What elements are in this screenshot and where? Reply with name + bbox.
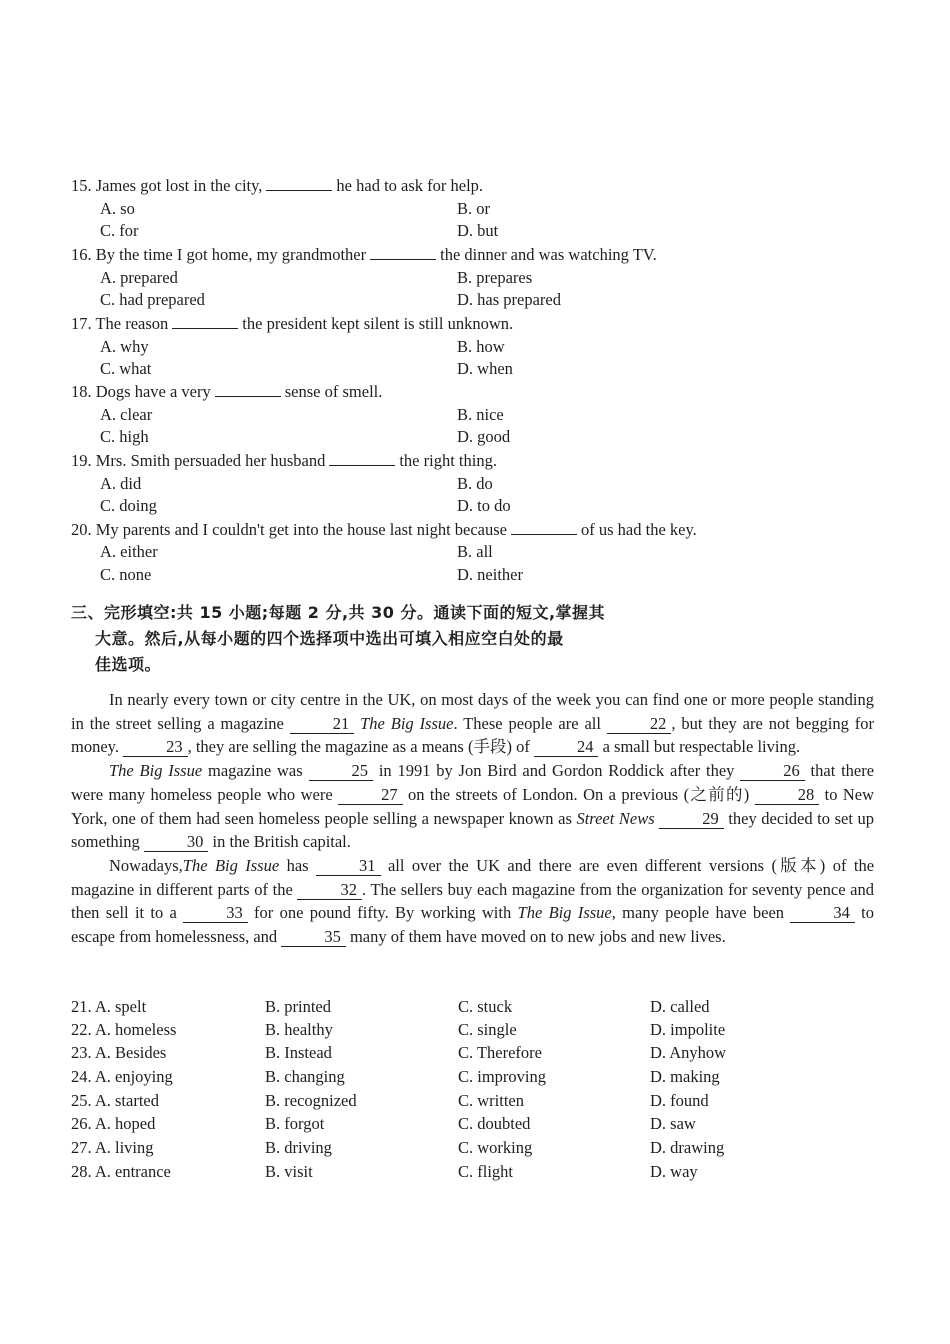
question-15-stem: 15. James got lost in the city, he had to ask for help. <box>71 176 484 195</box>
option-c: C. had prepared <box>100 290 205 309</box>
cloze-option-c: C. Therefore <box>458 1043 542 1062</box>
cloze-option-a: 21. A. spelt <box>71 997 147 1016</box>
answer-blank <box>266 176 332 191</box>
blank-26: 26 <box>740 762 805 781</box>
cloze-option-b: B. forgot <box>265 1114 325 1133</box>
question-17-stem: 17. The reason the president kept silent is still unknown. <box>71 314 514 333</box>
option-d: D. when <box>457 359 513 378</box>
cloze-option-d: D. way <box>650 1162 698 1181</box>
cloze-option-c: C. flight <box>458 1162 514 1181</box>
option-a: A. clear <box>100 405 153 424</box>
blank-35: 35 <box>281 928 346 947</box>
option-a: A. so <box>100 199 135 218</box>
blank-22: 22 <box>607 715 672 734</box>
blank-24: 24 <box>534 738 599 757</box>
option-b: B. do <box>457 474 493 493</box>
cloze-option-c: C. working <box>458 1138 533 1157</box>
option-b: B. how <box>457 337 505 356</box>
blank-30: 30 <box>144 833 209 852</box>
cloze-option-a: 26. A. hoped <box>71 1114 156 1133</box>
cloze-option-a: 27. A. living <box>71 1138 154 1157</box>
cloze-option-c: C. doubted <box>458 1114 531 1133</box>
option-b: B. or <box>457 199 490 218</box>
option-a: A. either <box>100 542 158 561</box>
blank-33: 33 <box>183 904 248 923</box>
cloze-option-d: D. found <box>650 1091 709 1110</box>
answer-blank <box>172 314 238 329</box>
option-d: D. good <box>457 427 511 446</box>
option-d: D. to do <box>457 496 511 515</box>
cloze-option-d: D. saw <box>650 1114 696 1133</box>
question-18-stem: 18. Dogs have a very sense of smell. <box>71 382 383 401</box>
cloze-option-b: B. Instead <box>265 1043 332 1062</box>
cloze-option-d: D. impolite <box>650 1020 726 1039</box>
cloze-option-a: 22. A. homeless <box>71 1020 177 1039</box>
cloze-option-c: C. stuck <box>458 997 513 1016</box>
option-b: B. prepares <box>457 268 533 287</box>
cloze-option-a: 24. A. enjoying <box>71 1067 173 1086</box>
option-b: B. nice <box>457 405 504 424</box>
cloze-option-c: C. written <box>458 1091 524 1110</box>
cloze-option-d: D. drawing <box>650 1138 725 1157</box>
question-20-stem: 20. My parents and I couldn't get into the house last night because of us had the key. <box>71 520 697 539</box>
blank-31: 31 <box>316 857 381 876</box>
option-a: A. prepared <box>100 268 178 287</box>
option-a: A. did <box>100 474 142 493</box>
question-16-stem: 16. By the time I got home, my grandmother the dinner and was watching TV. <box>71 245 657 264</box>
blank-21: 21 <box>290 715 355 734</box>
option-c: C. doing <box>100 496 157 515</box>
answer-blank <box>215 382 281 397</box>
cloze-option-c: C. single <box>458 1020 517 1039</box>
cloze-option-b: B. driving <box>265 1138 332 1157</box>
blank-29: 29 <box>659 810 724 829</box>
option-b: B. all <box>457 542 493 561</box>
passage-paragraph-1: In nearly every town or city centre in the UK, on most days of the week you can find one or more people standing in the street selling a magazine 21 The Big Issue. These people are all 22 , but they are not begging for money. 23 , they are selling the magazine as a means (手段) of 24 a small but respectable living. <box>71 690 875 757</box>
option-c: C. what <box>100 359 152 378</box>
cloze-option-a: 28. A. entrance <box>71 1162 171 1181</box>
blank-23: 23 <box>123 738 188 757</box>
cloze-option-b: B. changing <box>265 1067 345 1086</box>
blank-34: 34 <box>790 904 855 923</box>
blank-27: 27 <box>338 786 403 805</box>
cloze-option-b: B. healthy <box>265 1020 333 1039</box>
passage-paragraph-2: The Big Issue magazine was 25 in 1991 by Jon Bird and Gordon Roddick after they 26 that there were many homeless people who were 27 on the streets of London. On a previous (之前的) 28 to New York, one of them had seen homeless people selling a newspaper known as Street News 29 they decided to set up something 30 in the British capital. <box>71 761 875 852</box>
question-19-stem: 19. Mrs. Smith persuaded her husband the right thing. <box>71 451 497 470</box>
cloze-option-d: D. called <box>650 997 710 1016</box>
answer-blank <box>329 451 395 466</box>
option-d: D. but <box>457 221 499 240</box>
blank-32: 32 <box>297 881 362 900</box>
cloze-option-b: B. recognized <box>265 1091 357 1110</box>
cloze-option-a: 25. A. started <box>71 1091 159 1110</box>
option-d: D. has prepared <box>457 290 561 309</box>
answer-blank <box>370 245 436 260</box>
cloze-option-c: C. improving <box>458 1067 547 1086</box>
answer-blank <box>511 520 577 535</box>
cloze-option-a: 23. A. Besides <box>71 1043 167 1062</box>
option-c: C. none <box>100 565 152 584</box>
blank-25: 25 <box>309 762 374 781</box>
cloze-option-b: B. visit <box>265 1162 313 1181</box>
passage-paragraph-3: Nowadays,The Big Issue has 31 all over the UK and there are even different versions (版本) of the magazine in different parts of the 32 . The sellers buy each magazine from the organization for seventy pence and then sell it to a 33 for one pound fifty. By working with The Big Issue, many people have been 34 to escape from homelessness, and 35 many of them have moved on to new jobs and new lives. <box>71 855 875 947</box>
cloze-passage <box>71 688 874 949</box>
option-d: D. neither <box>457 565 523 584</box>
blank-28: 28 <box>755 786 820 805</box>
cloze-option-d: D. making <box>650 1067 720 1086</box>
cloze-option-b: B. printed <box>265 997 331 1016</box>
cloze-option-d: D. Anyhow <box>650 1043 727 1062</box>
option-a: A. why <box>100 337 149 356</box>
section-3-heading: 三、完形填空:共 15 小题;每题 2 分,共 30 分。通读下面的短文,掌握其 大意。然后,从每小题的四个选择项中选出可填入相应空白处的最 佳选项。 <box>71 603 606 674</box>
option-c: C. high <box>100 427 149 446</box>
option-c: C. for <box>100 221 139 240</box>
